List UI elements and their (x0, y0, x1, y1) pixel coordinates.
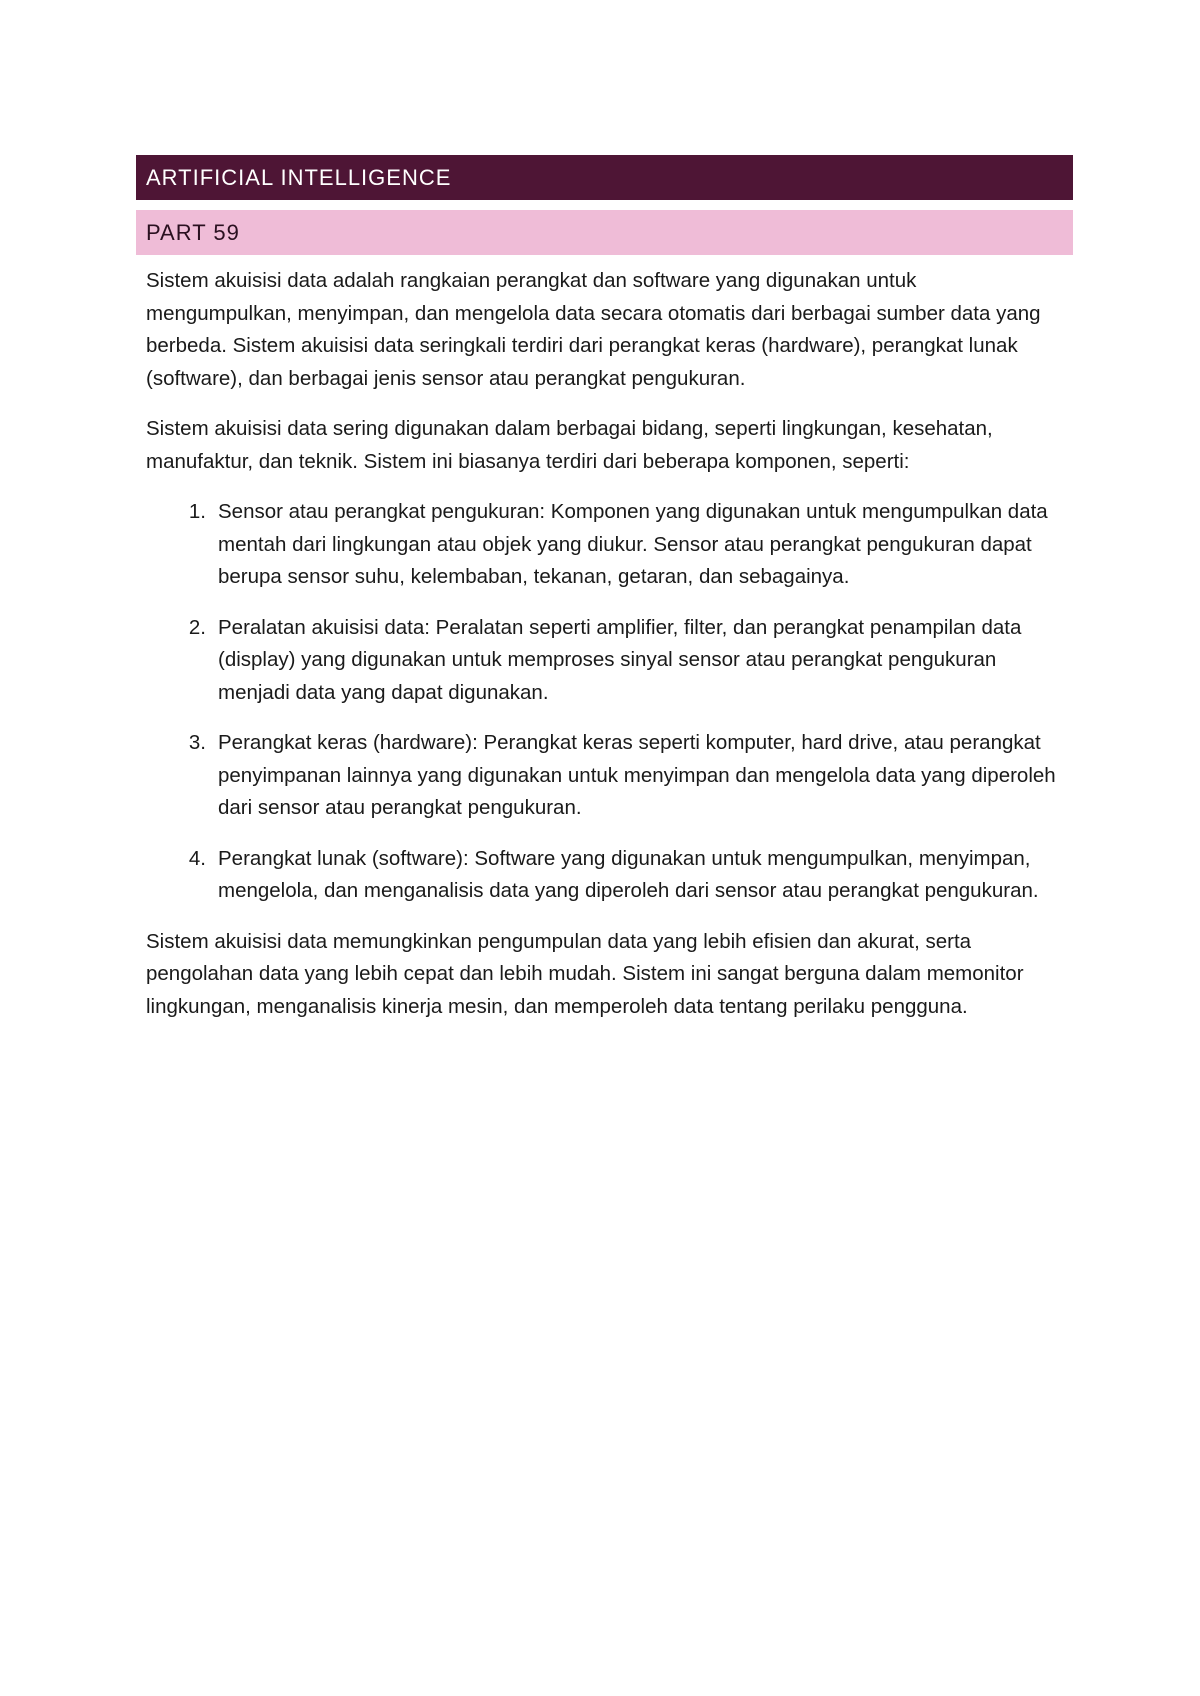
closing-paragraph: Sistem akuisisi data memungkinkan pengumpulan data yang lebih efisien dan akurat, serta pengolahan data yang lebih cepat dan lebih mudah. Sistem ini sangat berguna dalam memonitor lingkungan, menganalisis kinerja mesin, dan memperoleh data tentang perilaku pengguna. (146, 929, 1024, 1018)
list-item-number: 3. (188, 731, 206, 754)
list-item (146, 612, 1067, 710)
list-item (146, 496, 1067, 594)
list-item-text: Perangkat keras (hardware): Perangkat keras seperti komputer, hard drive, atau perangkat penyimpanan lainnya yang digunakan untuk menyimpan dan mengelola data yang diperoleh dari sensor atau perangkat pengukuran. (218, 731, 1056, 819)
list-item-number: 2. (188, 615, 206, 639)
list-item (146, 727, 1067, 825)
title-banner (136, 155, 1073, 200)
list-item-text: Perangkat lunak (software): Software yang digunakan untuk mengumpulkan, menyimpan, mengelola, dan menganalisis data yang diperoleh dari sensor atau perangkat pengukuran. (218, 846, 1039, 902)
document-title: ARTIFICIAL INTELLIGENCE (146, 164, 452, 190)
list-item (146, 843, 1067, 908)
context-paragraph: Sistem akuisisi data sering digunakan dalam berbagai bidang, seperti lingkungan, kesehatan, manufaktur, dan teknik. Sistem ini biasanya terdiri dari beberapa komponen, seperti: (146, 417, 993, 473)
document-page (136, 155, 1073, 1023)
body-content (136, 265, 1073, 1023)
part-label: PART 59 (146, 219, 240, 245)
component-list (146, 496, 1067, 908)
list-item-number: 1. (188, 500, 206, 523)
part-banner (136, 210, 1073, 255)
list-item-text: Peralatan akuisisi data: Peralatan seperti amplifier, filter, dan perangkat penampilan data (display) yang digunakan untuk memproses sinyal sensor atau perangkat pengukuran menjadi data yang dapat digunakan. (218, 615, 1022, 704)
intro-paragraph: Sistem akuisisi data adalah rangkaian perangkat dan software yang digunakan untuk mengumpulkan, menyimpan, dan mengelola data secara otomatis dari berbagai sumber data yang berbeda. Sistem akuisisi data seringkali terdiri dari perangkat keras (hardware), perangkat lunak (software), dan berbagai jenis sensor atau perangkat pengukuran. (146, 269, 1041, 390)
list-item-text: Sensor atau perangkat pengukuran: Komponen yang digunakan untuk mengumpulkan data mentah dari lingkungan atau objek yang diukur. Sensor atau perangkat pengukuran dapat berupa sensor suhu, kelembaban, tekanan, getaran, dan sebagainya. (218, 500, 1048, 588)
list-item-number: 4. (188, 846, 206, 870)
